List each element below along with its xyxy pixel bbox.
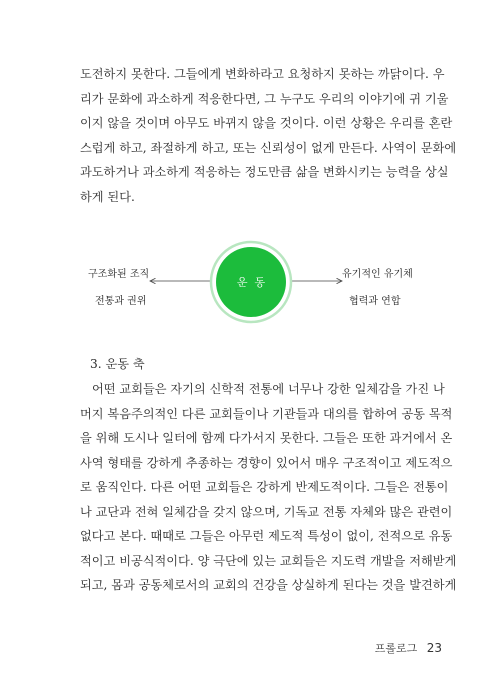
page-number: 23	[426, 641, 442, 655]
text-line: 나 교단과 전혀 일체감을 갖지 않으며, 기독교 전통 자체와 많은 관련이	[80, 504, 453, 519]
text-line: 머지 복음주의적인 다른 교회들이나 기관들과 대의를 합하여 공동 목적	[80, 406, 453, 421]
text-line: 을 위해 도시나 일터에 함께 다가서지 못한다. 그들은 또한 과거에서 온	[80, 431, 453, 445]
label-structured-organization: 구조화된 조직	[88, 269, 150, 280]
text-line: 없다고 본다. 때때로 그들은 아무런 제도적 특성이 없이, 전적으로 유동	[80, 529, 453, 543]
text-line: 적이고 비공식적이다. 양 극단에 있는 교회들은 지도력 개발을 저해받게	[80, 553, 457, 568]
text-line: 사역 형태를 강하게 추종하는 경향이 있어서 매우 구조적이고 제도적으	[80, 455, 453, 470]
text-line: 스럽게 하고, 좌절하게 하고, 또는 신뢰성이 없게 만든다. 사역이 문화에	[80, 140, 457, 155]
page-footer	[375, 640, 442, 656]
label-organic-organism: 유기적인 유기체	[342, 269, 413, 280]
text-line: 도전하지 못한다. 그들에게 변화하라고 요청하지 못하는 까닭이다. 우	[80, 67, 445, 81]
text-line: 로 움직인다. 다른 어떤 교회들은 강하게 반제도적이다. 그들은 전통이	[80, 480, 449, 494]
center-label: 운 동	[236, 276, 266, 289]
text-line: 이지 않을 것이며 아무도 바뀌지 않을 것이다. 이런 상황은 우리를 혼란	[80, 116, 453, 130]
section-heading: 3. 운동 축	[90, 357, 145, 371]
label-tradition-authority: 전통과 권위	[95, 296, 147, 307]
label-cooperation-union: 협력과 연합	[349, 296, 401, 307]
text-line: 하게 된다.	[80, 189, 135, 204]
footer-section-title: 프롤로그	[374, 642, 418, 655]
text-line: 리가 문화에 과소하게 적응한다면, 그 누구도 우리의 이야기에 귀 기울	[80, 91, 449, 106]
text-line: 어떤 교회들은 자기의 신학적 전통에 너무나 강한 일체감을 가진 나	[92, 382, 445, 396]
body-paragraph	[80, 377, 457, 598]
text-line: 과도하거나 과소하게 적응하는 정도만큼 삶을 변화시키는 능력을 상실	[80, 165, 449, 179]
text-line: 되고, 몸과 공동체로서의 교회의 건강을 상실하게 된다는 것을 발견하게	[80, 578, 457, 592]
